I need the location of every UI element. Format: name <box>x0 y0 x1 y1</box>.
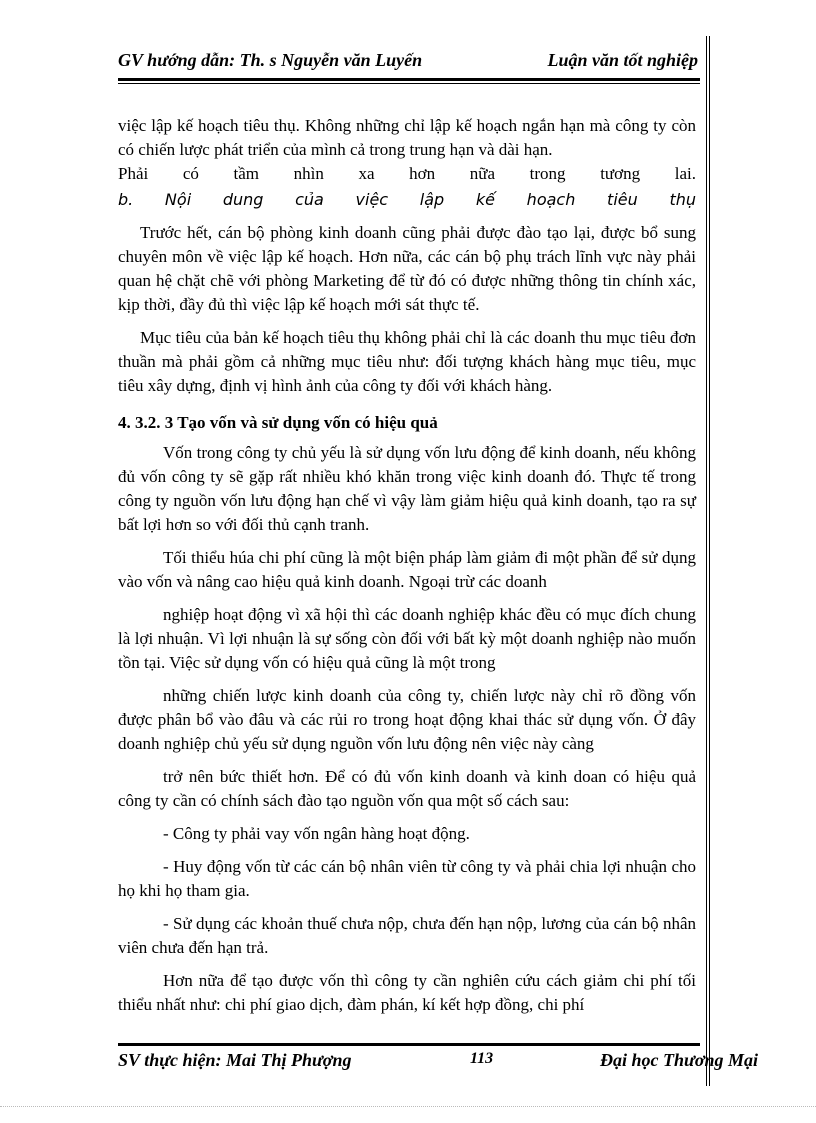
spacer <box>118 537 696 546</box>
document-body <box>118 114 696 1017</box>
header-thesis-type: Luận văn tốt nghiệp <box>547 50 698 70</box>
paragraph-intro: việc lập kế hoạch tiêu thụ. Không những chỉ lập kế hoạch ngắn hạn mà công ty còn có chiến lược phát triển của mình cả trong trung hạn và dài hạn. <box>118 116 696 159</box>
bullet-staff-capital: - Huy động vốn từ các cán bộ nhân viên từ công ty và phải chia lợi nhuận cho họ khi họ tham gia. <box>118 857 696 900</box>
subheading-b: b. Nội dung của việc lập kế hoạch tiêu thụ <box>118 190 696 209</box>
header-rule <box>118 78 700 84</box>
paragraph-funding-methods: trở nên bức thiết hơn. Để có đủ vốn kinh doanh và kinh doan có hiệu quả công ty cần có chính sách đào tạo nguồn vốn qua một số cách sau: <box>118 767 696 810</box>
footer-rule <box>118 1043 700 1046</box>
paragraph-capital: Vốn trong công ty chủ yếu là sử dụng vốn lưu động để kinh doanh, nếu không đủ vốn công ty sẽ gặp rất nhiều khó khăn trong việc kinh doanh đó. Thực tế trong công ty nguồn vốn lưu động hạn chế vì vậy làm giảm hiệu quả kinh doanh, tạo ra sự bất lợi hơn so với đối thủ cạnh tranh. <box>118 443 696 534</box>
page-footer <box>118 1050 758 1076</box>
paragraph-reduce-costs: Hơn nữa để tạo được vốn thì công ty cần nghiên cứu cách giảm chi phí tối thiểu nhất như: chi phí giao dịch, đàm phán, kí kết hợp đồng, chi phí <box>118 971 696 1014</box>
spacer <box>118 756 696 765</box>
page-header <box>118 50 698 76</box>
paragraph-cost-minimization: Tối thiểu húa chi phí cũng là một biện pháp làm giảm đi một phần để sử dụng vào vốn và nâng cao hiệu quả kinh doanh. Ngoại trừ các doanh <box>118 548 696 591</box>
spacer <box>118 903 696 912</box>
spacer <box>118 675 696 684</box>
spacer <box>118 594 696 603</box>
paragraph-profit: nghiệp hoạt động vì xã hội thì các doanh nghiệp khác đều có mục đích chung là lợi nhuận. Vì lợi nhuận là sự sống còn đối với bất kỳ một doanh nghiệp nào muốn tồn tại. Việc sử dụng vốn có hiệu quả cũng là một trong <box>118 605 696 672</box>
spacer <box>118 317 696 326</box>
spacer <box>118 846 696 855</box>
footer-university: Đại học Thương Mại <box>600 1050 758 1070</box>
header-advisor: GV hướng dẫn: Th. s Nguyễn văn Luyến <box>118 50 423 70</box>
spacer <box>118 813 696 822</box>
footer-student: SV thực hiện: Mai Thị Phượng <box>118 1050 352 1070</box>
page-number: 113 <box>470 1050 494 1067</box>
spacer <box>118 960 696 969</box>
bottom-dotted-line <box>0 1106 816 1107</box>
paragraph-strategy: những chiến lược kinh doanh của công ty, chiến lược này chỉ rõ đồng vốn được phân bổ vào đâu và các rủi ro trong hoạt động khai thác sử dụng vốn. Ở đây doanh nghiệp chủ yếu sử dụng nguồn vốn lưu động nên việc này càng <box>118 686 696 753</box>
bullet-deferred-payments: - Sử dụng các khoản thuế chưa nộp, chưa đến hạn nộp, lương của cán bộ nhân viên chưa đến hạn trả. <box>118 914 696 957</box>
spacer <box>118 212 696 221</box>
bullet-bank-loan: - Công ty phải vay vốn ngân hàng hoạt động. <box>163 824 470 843</box>
paragraph-staff-training: Trước hết, cán bộ phòng kinh doanh cũng phải được đào tạo lại, được bổ sung chuyên môn về việc lập kế hoạch. Hơn nữa, các cán bộ phụ trách lĩnh vực này phải quan hệ chặt chẽ với phòng Marketing để từ đó có được những thông tin chính xác, kịp thời, đầy đủ thì việc lập kế hoạch mới sát thực tế. <box>118 223 696 314</box>
section-heading: 4. 3.2. 3 Tạo vốn và sử dụng vốn có hiệu quả <box>118 413 438 432</box>
paragraph-intro-end: Phải có tầm nhìn xa hơn nữa trong tương lai. <box>118 164 696 183</box>
spacer <box>118 398 696 407</box>
paragraph-sales-plan-goals: Mục tiêu của bản kế hoạch tiêu thụ không phải chỉ là các doanh thu mục tiêu đơn thuần mà phải gồm cả những mục tiêu như: đối tượng khách hàng mục tiêu, mục tiêu xây dựng, định vị hình ảnh của công ty đối với khách hàng. <box>118 328 696 395</box>
